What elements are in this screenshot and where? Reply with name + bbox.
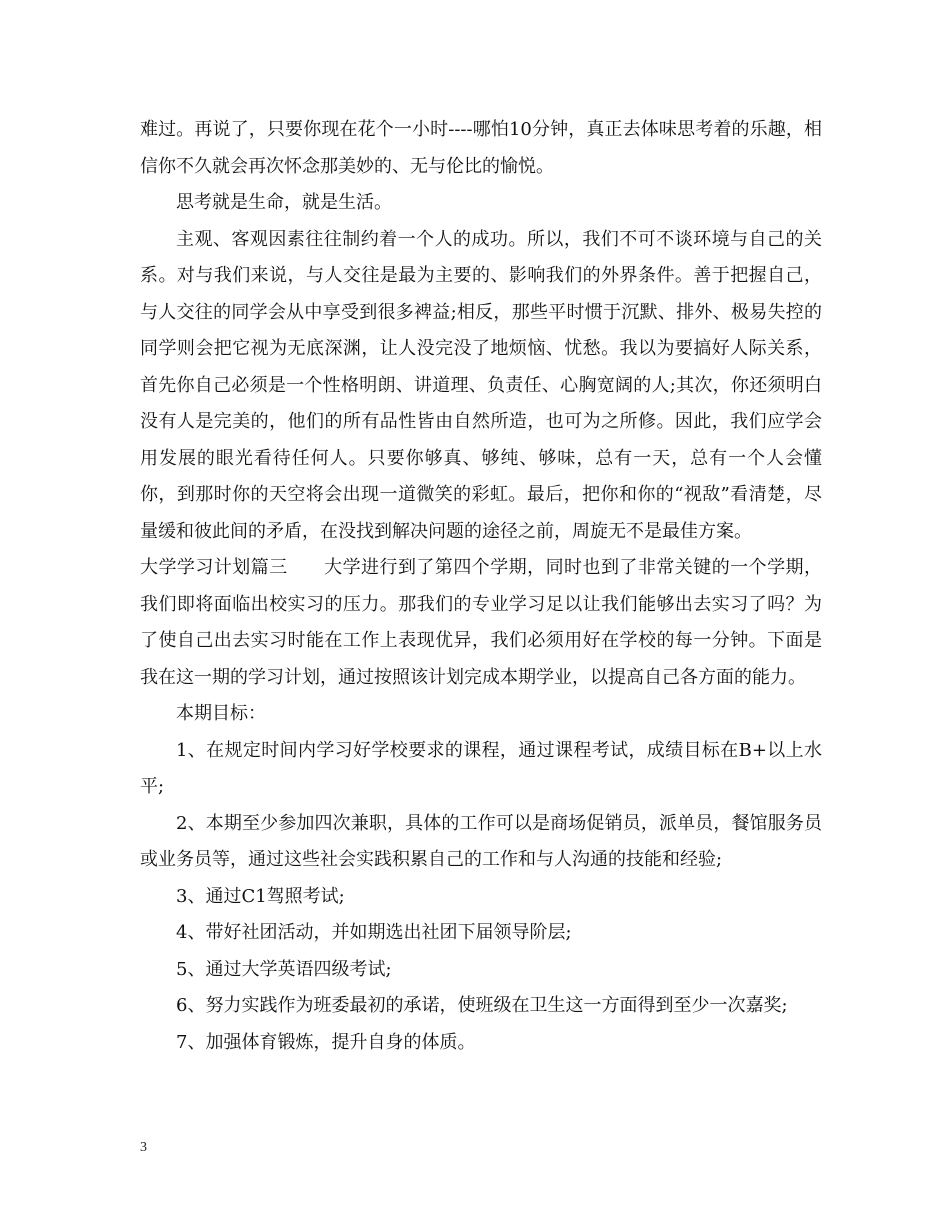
list-item-goal-2: 2、本期至少参加四次兼职，具体的工作可以是商场促销员，派单员，餐馆服务员或业务员等，通过这些社会实践积累自己的工作和与人沟通的技能和经验; (140, 812, 822, 870)
page-number: 3 (140, 1140, 147, 1155)
list-item-goal-6: 6、努力实践作为班委最初的承诺，使班级在卫生这一方面得到至少一次嘉奖; (176, 995, 788, 1016)
list-item-goal-1: 1、在规定时间内学习好学校要求的课程，通过课程考试，成绩目标在B+以上水平; (140, 739, 822, 797)
document-body (140, 112, 822, 1061)
paragraph-goals-heading: 本期目标： (176, 703, 266, 724)
paragraph-plan-three (140, 550, 822, 696)
list-item-goal-4: 4、带好社团活动，并如期选出社团下届领导阶层; (176, 922, 572, 943)
paragraph-plan-three-body: 大学进行到了第四个学期，同时也到了非常关键的一个学期，我们即将面临出校实习的压力。那我们的专业学习足以让我们能够出去实习了吗？为了使自己出去实习时能在工作上表现优异，我们必须用好在学校的每一分钟。下面是我在这一期的学习计划，通过按照该计划完成本期学业，以提高自己各方面的能力。 (140, 557, 822, 688)
list-item-goal-7: 7、加强体育锻炼，提升自身的体质。 (176, 1031, 476, 1053)
list-item-goal-5: 5、通过大学英语四级考试; (176, 958, 392, 980)
paragraph-continuation: 难过。再说了，只要你现在花个一小时----哪怕10分钟，真正去体味思考着的乐趣，相信你不久就会再次怀念那美妙的、无与伦比的愉悦。 (140, 119, 822, 177)
list-item-goal-3: 3、通过C1驾照考试; (176, 885, 345, 907)
paragraph-thinking-is-life: 思考就是生命，就是生活。 (176, 192, 392, 213)
paragraph-environment-relations: 主观、客观因素往往制约着一个人的成功。所以，我们不可不谈环境与自己的关系。对与我们来说，与人交往是最为主要的、影响我们的外界条件。善于把握自己，与人交往的同学会从中享受到很多裨益;相反，那些平时惯于沉默、排外、极易失控的同学则会把它视为无底深渊，让人没完没了地烦恼、忧愁。我以为要搞好人际关系，首先你自己必须是一个性格明朗、讲道理、负责任、心胸宽阔的人;其次，你还须明白没有人是完美的，他们的所有品性皆由自然所造，也可为之所修。因此，我们应学会用发展的眼光看待任何人。只要你够真、够纯、够味，总有一天，总有一个人会懂你，到那时你的天空将会出现一道微笑的彩虹。最后，把你和你的“视敌”看清楚，尽量缓和彼此间的矛盾，在没找到解决问题的途径之前，周旋无不是最佳方案。 (140, 228, 822, 542)
section-title: 大学学习计划篇三 (140, 557, 288, 578)
